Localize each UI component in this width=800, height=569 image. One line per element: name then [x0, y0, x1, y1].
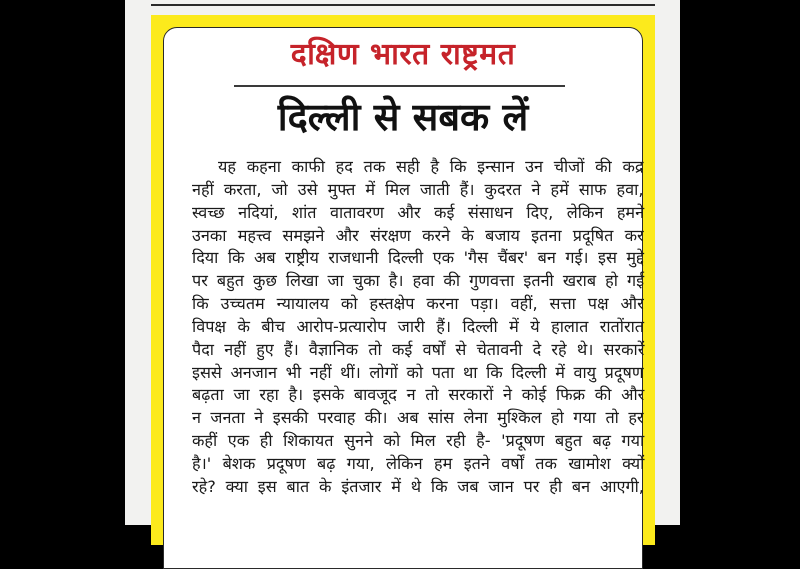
editorial-card	[163, 27, 643, 569]
body-line: रहे? क्या इस बात के इंतजार में थे कि जब जान पर ही बन आएगी,	[192, 476, 644, 496]
editorial-headline: दिल्ली से सबक लें	[277, 95, 529, 139]
body-line: स्वच्छ नदियां, शांत वातावरण और कई संसाधन दिए, लेकिन हमने	[192, 202, 645, 222]
body-line: पर बहुत कुछ लिखा जा चुका है। हवा की गुणवत्ता इतनी खराब हो गई	[192, 271, 645, 291]
masthead-rule	[234, 85, 565, 87]
body-line: न जनता ने इसकी परवाह की। अब सांस लेना मुश्किल हो गया तो हर	[192, 408, 644, 428]
newspaper-page	[125, 0, 680, 525]
body-line: बढ़ता जा रहा है। इसके बावजूद न तो सरकारों ने कोई फिक्र की और	[192, 385, 645, 405]
editorial-body	[192, 156, 644, 499]
body-line: यह कहना काफी हद तक सही है कि इन्सान उन चीजों की कद्र	[218, 157, 644, 176]
page-top-rule	[151, 4, 655, 6]
body-line: नहीं करता, जो उसे मुफ्त में मिल जाती हैं। कुदरत ने हमें साफ हवा,	[192, 179, 644, 199]
body-line: पैदा नहीं हुए हैं। वैज्ञानिक तो कई वर्षों से चेतावनी दे रहे थे। सरकारें	[192, 339, 645, 359]
body-line: है।' बेशक प्रदूषण बढ़ गया, लेकिन हम इतने वर्षों तक खामोश क्यों	[192, 453, 645, 473]
body-line: विपक्ष के बीच आरोप-प्रत्यारोप जारी हैं। दिल्ली में ये हालात रातोंरात	[192, 316, 645, 336]
masthead-title: दक्षिण भारत राष्ट्रमत	[290, 37, 516, 72]
body-line: कि उच्चतम न्यायालय को हस्तक्षेप करना पड़ा। वहीं, सत्ता पक्ष और	[192, 294, 644, 314]
body-line: दिया कि अब राष्ट्रीय राजधानी दिल्ली एक 'गैस चैंबर' बन गई। इस मुद्दे	[192, 248, 644, 268]
editorial-box	[151, 15, 655, 545]
body-line: कहीं एक ही शिकायत सुनने को मिल रही है- 'प्रदूषण बहुत बढ़ गया	[192, 431, 645, 451]
body-line: उनका महत्त्व समझने और संरक्षण करने के बजाय इतना प्रदूषित कर	[192, 225, 644, 245]
body-line: इससे अनजान भी नहीं थीं। लोगों को पता था कि दिल्ली में वायु प्रदूषण	[192, 362, 644, 382]
